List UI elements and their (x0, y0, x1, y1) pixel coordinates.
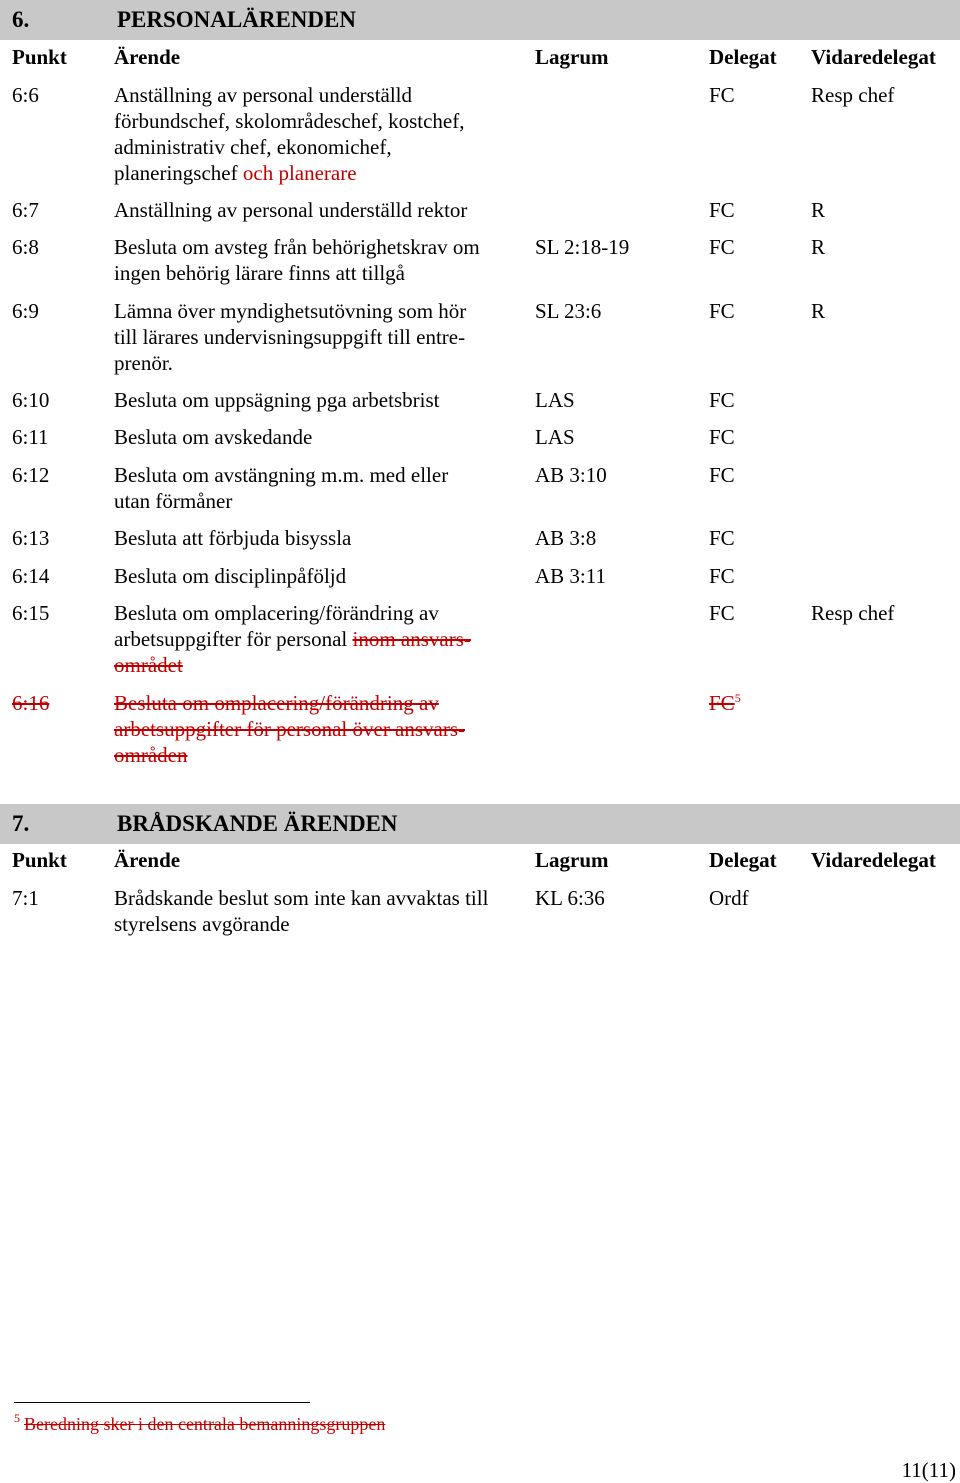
row-lagrum: AB 3:11 (535, 564, 606, 588)
col-header-punkt: Punkt (12, 848, 67, 872)
footnote-ref[interactable]: 5 (734, 691, 741, 705)
footnote-text: Beredning sker i den centrala bemanningsgruppen (24, 1414, 386, 1434)
col-header-delegat: Delegat (709, 848, 777, 872)
row-punkt: 6:13 (12, 526, 50, 550)
section-title: PERSONALÄRENDEN (117, 7, 356, 32)
row-arende: Besluta om omplacering/förändring av arbetsuppgifter för personal inom ansvars- området (114, 600, 514, 678)
row-delegat: FC (709, 425, 735, 449)
row-delegat: FC (709, 235, 735, 259)
row-punkt: 6:16 (12, 691, 50, 715)
col-header-arende: Ärende (114, 45, 181, 69)
row-delegat: FC (709, 83, 735, 107)
section-number: 7. (12, 811, 30, 836)
row-arende: Besluta om avstängning m.m. med eller utan förmåner (114, 463, 449, 513)
row-arende: Besluta om disciplinpåföljd (114, 564, 347, 588)
row-lagrum: SL 2:18-19 (535, 235, 630, 259)
footnote-separator (14, 1402, 310, 1403)
footnote-mark: 5 (14, 1411, 20, 1425)
row-arende: Anställning av personal underställd rektor (114, 198, 468, 222)
row-arende: Besluta om avsteg från behörighetskrav om ingen behörig lärare finns att tillgå (114, 235, 480, 285)
row-arende: Besluta om uppsägning pga arbetsbrist (114, 388, 440, 412)
row-punkt: 6:14 (12, 564, 50, 588)
row-punkt: 6:12 (12, 463, 50, 487)
section-title: BRÅDSKANDE ÄRENDEN (117, 811, 398, 836)
col-header-vidaredelegat: Vidaredelegat (811, 848, 936, 872)
row-punkt: 6:10 (12, 388, 50, 412)
row-lagrum: LAS (535, 425, 575, 449)
row-punkt: 6:15 (12, 601, 50, 625)
row-arende: Lämna över myndighetsutövning som hör till lärares undervisningsuppgift till entre- prenör. (114, 299, 467, 375)
row-vidaredelegat: R (811, 198, 826, 222)
col-header-lagrum: Lagrum (535, 848, 609, 872)
row-arende: Besluta att förbjuda bisyssla (114, 526, 352, 550)
row-vidaredelegat: Resp chef (811, 83, 895, 107)
row-delegat: FC (709, 299, 735, 323)
row-arende: Besluta om avskedande (114, 425, 313, 449)
row-vidaredelegat: Resp chef (811, 601, 895, 625)
col-header-delegat: Delegat (709, 45, 777, 69)
added-text: och planerare (242, 161, 357, 185)
row-arende: Brådskande beslut som inte kan avvaktas till styrelsens avgörande (114, 886, 489, 936)
row-delegat: FC (709, 388, 735, 412)
row-delegat: FC (709, 601, 735, 625)
row-delegat: Ordf (709, 886, 749, 910)
row-delegat: $FC^5$ (709, 691, 741, 715)
col-header-lagrum: Lagrum (535, 45, 609, 69)
section-7-header (0, 804, 960, 844)
row-delegat: FC (709, 198, 735, 222)
row-punkt: 6:6 (12, 83, 39, 107)
row-punkt: 6:7 (12, 198, 39, 222)
struck-text: inom ansvars- (352, 627, 471, 651)
row-lagrum: KL 6:36 (535, 886, 605, 910)
row-vidaredelegat: R (811, 299, 826, 323)
row-punkt: 6:11 (12, 425, 49, 449)
section-6-header (0, 0, 960, 40)
row-arende: Besluta om omplacering/förändring av arbetsuppgifter för personal över ansvars- områden (114, 691, 466, 767)
footnote (14, 1413, 385, 1435)
row-punkt: 7:1 (12, 886, 39, 910)
section-number: 6. (12, 7, 30, 32)
row-vidaredelegat: R (811, 235, 826, 259)
row-delegat: FC (709, 463, 735, 487)
row-lagrum: AB 3:10 (535, 463, 607, 487)
row-lagrum: SL 23:6 (535, 299, 602, 323)
page-number: 11(11) (901, 1458, 956, 1482)
row-delegat: FC (709, 526, 735, 550)
row-lagrum: AB 3:8 (535, 526, 597, 550)
row-lagrum: LAS (535, 388, 575, 412)
col-header-punkt: Punkt (12, 45, 67, 69)
row-punkt: 6:9 (12, 299, 39, 323)
col-header-arende: Ärende (114, 848, 181, 872)
struck-text: området (114, 653, 183, 677)
col-header-vidaredelegat: Vidaredelegat (811, 45, 936, 69)
row-arende: Anställning av personal underställd förbundschef, skolområdeschef, kostchef, administrativ chef, ekonomichef, planeringschef och planerare (114, 83, 465, 185)
row-punkt: 6:8 (12, 235, 39, 259)
row-delegat: FC (709, 564, 735, 588)
